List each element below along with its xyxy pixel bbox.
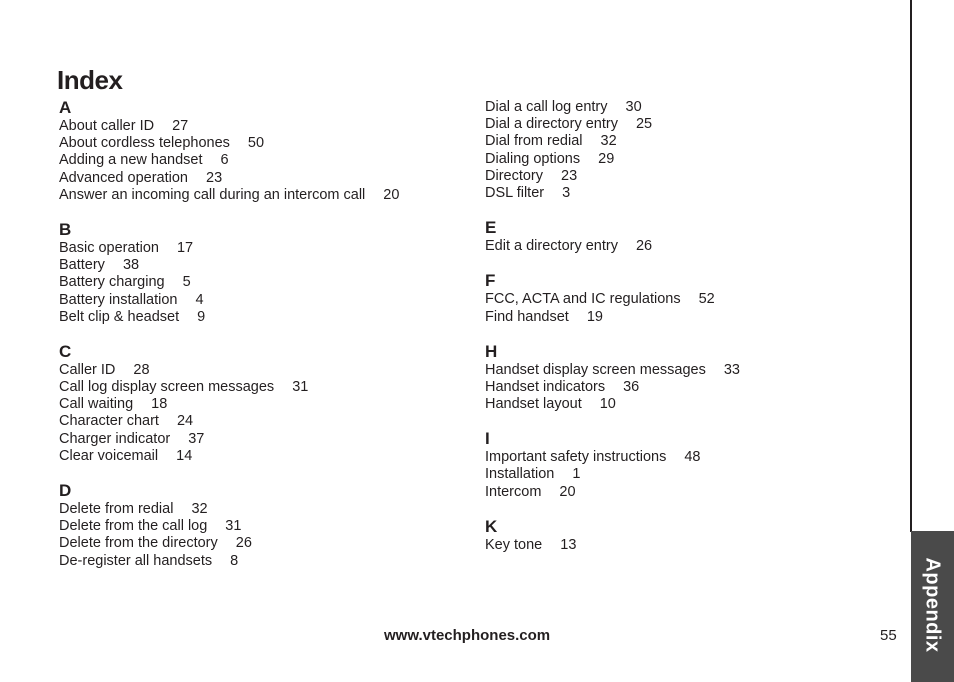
index-entry-page: 48: [684, 449, 701, 466]
index-entry: [59, 309, 459, 326]
index-entry-page: 37: [188, 430, 205, 447]
section-letter: K: [485, 516, 498, 536]
index-entry: [485, 396, 885, 413]
index-section: [485, 342, 885, 414]
index-entry-list: [485, 99, 885, 202]
index-entry-page: 52: [698, 291, 715, 308]
index-entry: [485, 116, 885, 133]
index-entry-page: 18: [151, 396, 168, 413]
index-entry-page: 23: [561, 167, 578, 184]
index-entry: [485, 185, 885, 202]
index-entry-page: 20: [559, 483, 576, 500]
index-section: [59, 481, 459, 570]
index-entry-term: Handset display screen messages: [485, 361, 706, 378]
index-entry-term: Call log display screen messages: [59, 379, 275, 396]
index-entry-term: Find handset: [485, 308, 569, 325]
index-entry: [59, 187, 459, 204]
section-letter: H: [485, 341, 498, 361]
index-entry: [485, 291, 885, 308]
index-entry: [485, 99, 885, 116]
index-entry-list: [485, 238, 885, 255]
index-entry-term: Battery: [59, 257, 105, 274]
index-entry: [485, 133, 885, 150]
index-entry-term: About caller ID: [59, 118, 155, 134]
index-entry-term: About cordless telephones: [59, 135, 230, 152]
index-entry-term: Character chart: [59, 413, 159, 430]
index-entry-term: Directory: [485, 167, 544, 184]
index-entry: [485, 362, 885, 379]
index-section: [485, 429, 885, 501]
index-entry-page: 3: [562, 184, 571, 201]
index-entry: [485, 238, 885, 255]
index-entry-page: 31: [225, 518, 242, 535]
index-entry-page: 17: [176, 239, 194, 256]
index-entry-term: Handset indicators: [485, 378, 606, 395]
index-entry: [59, 152, 459, 169]
section-letter: F: [485, 271, 496, 291]
index-entry-list: [59, 240, 459, 326]
appendix-tab-label: Appendix: [921, 557, 944, 653]
index-section: [59, 342, 459, 465]
index-entry-page: 28: [133, 361, 150, 378]
index-entry: [485, 537, 885, 554]
index-entry: [59, 240, 459, 257]
index-entry-term: Charger indicator: [59, 430, 171, 447]
section-letter: B: [59, 219, 72, 239]
index-entry-page: 50: [247, 135, 265, 152]
index-entry-page: 36: [623, 378, 640, 395]
index-entry-term: Dial a directory entry: [485, 116, 618, 133]
index-entry-term: Important safety instructions: [485, 449, 667, 466]
side-divider-line: [910, 0, 912, 532]
index-entry-page: 24: [176, 413, 194, 430]
index-entry-page: 32: [191, 501, 208, 517]
index-entry-list: [485, 362, 885, 414]
index-entry-page: 26: [635, 238, 653, 255]
index-entry-page: 27: [172, 118, 189, 134]
index-section: [485, 99, 885, 202]
index-entry-page: 33: [723, 361, 740, 378]
index-entry-term: Handset layout: [485, 396, 582, 413]
index-entry-page: 14: [176, 447, 193, 464]
index-entry-list: [485, 449, 885, 501]
index-entry: [59, 135, 459, 152]
index-entry: [59, 413, 459, 430]
index-entry-page: 4: [195, 291, 204, 308]
page-title: Index: [57, 65, 123, 95]
index-entry: [59, 379, 459, 396]
index-entry-term: Dial a call log entry: [485, 99, 608, 115]
index-entry-page: 10: [599, 396, 616, 413]
index-entry-term: Edit a directory entry: [485, 238, 618, 255]
index-entry-term: Call waiting: [59, 396, 134, 413]
index-entry-page: 6: [220, 152, 229, 169]
index-entry-term: Delete from the call log: [59, 518, 208, 535]
index-entry: [59, 535, 459, 552]
index-entry: [59, 170, 459, 187]
index-entry-page: 13: [560, 536, 577, 553]
index-entry-term: Basic operation: [59, 239, 159, 256]
index-entry-list: [59, 118, 459, 204]
index-entry-term: Key tone: [485, 536, 543, 553]
index-entry-list: [485, 291, 885, 325]
index-entry-term: Battery installation: [59, 291, 178, 308]
index-entry-page: 32: [600, 133, 617, 150]
index-entry: [485, 379, 885, 396]
index-entry: [59, 118, 459, 135]
index-section: [485, 517, 885, 554]
index-entry: [59, 362, 459, 379]
page-number: 55: [880, 627, 897, 644]
index-entry-page: 26: [235, 535, 252, 552]
index-entry-term: DSL filter: [485, 184, 545, 201]
index-entry: [59, 292, 459, 309]
index-section: [59, 98, 459, 204]
index-section: [59, 220, 459, 326]
index-entry-page: 31: [292, 379, 309, 396]
index-entry-list: [485, 537, 885, 554]
section-letter: D: [59, 481, 72, 500]
index-entry: [59, 431, 459, 448]
index-entry-term: Installation: [485, 466, 555, 483]
index-entry: [485, 168, 885, 185]
index-entry-page: 38: [122, 257, 140, 274]
index-entry-term: Answer an incoming call during an intercom call: [59, 186, 366, 203]
index-section: [485, 218, 885, 255]
section-letter: I: [485, 429, 490, 449]
index-entry: [59, 518, 459, 535]
index-entry-term: Belt clip & headset: [59, 308, 180, 325]
index-entry-page: 19: [586, 308, 603, 325]
index-entry-term: Intercom: [485, 483, 542, 500]
index-entry-term: Caller ID: [59, 361, 116, 378]
index-entry-term: De-register all handsets: [59, 552, 213, 569]
index-entry-term: Advanced operation: [59, 169, 188, 186]
index-entry-list: [59, 501, 459, 570]
index-entry: [59, 553, 459, 570]
index-entry-list: [59, 362, 459, 465]
index-entry-term: FCC, ACTA and IC regulations: [485, 291, 681, 308]
index-entry-term: Delete from redial: [59, 501, 174, 517]
index-entry: [59, 501, 459, 518]
index-entry-term: Delete from the directory: [59, 535, 218, 552]
appendix-tab: [911, 531, 954, 682]
index-entry: [485, 466, 885, 483]
index-entry-term: Dial from redial: [485, 133, 583, 150]
index-entry: [485, 484, 885, 501]
index-entry: [59, 274, 459, 291]
index-entry-term: Clear voicemail: [59, 447, 159, 464]
section-letter: A: [59, 98, 72, 117]
index-entry-page: 9: [197, 308, 206, 325]
index-entry-page: 20: [383, 186, 400, 203]
index-entry-term: Dialing options: [485, 150, 581, 167]
index-entry-page: 23: [206, 169, 223, 186]
index-entry-page: 8: [230, 552, 239, 569]
section-letter: C: [59, 341, 72, 361]
index-entry: [59, 396, 459, 413]
index-column-left: [59, 98, 459, 586]
index-section: [485, 271, 885, 325]
footer-url: www.vtechphones.com: [384, 627, 551, 644]
index-entry: [59, 448, 459, 465]
index-entry-page: 30: [625, 99, 642, 115]
index-entry: [59, 257, 459, 274]
index-entry-term: Battery charging: [59, 274, 165, 291]
index-entry-page: 5: [182, 274, 191, 291]
index-entry: [485, 449, 885, 466]
index-entry-page: 29: [598, 150, 615, 167]
index-entry-term: Adding a new handset: [59, 152, 203, 169]
index-entry: [485, 309, 885, 326]
index-entry: [485, 151, 885, 168]
section-letter: E: [485, 218, 497, 238]
index-entry-page: 25: [635, 116, 653, 133]
index-entry-page: 1: [572, 466, 581, 483]
index-column-right: [485, 99, 885, 570]
